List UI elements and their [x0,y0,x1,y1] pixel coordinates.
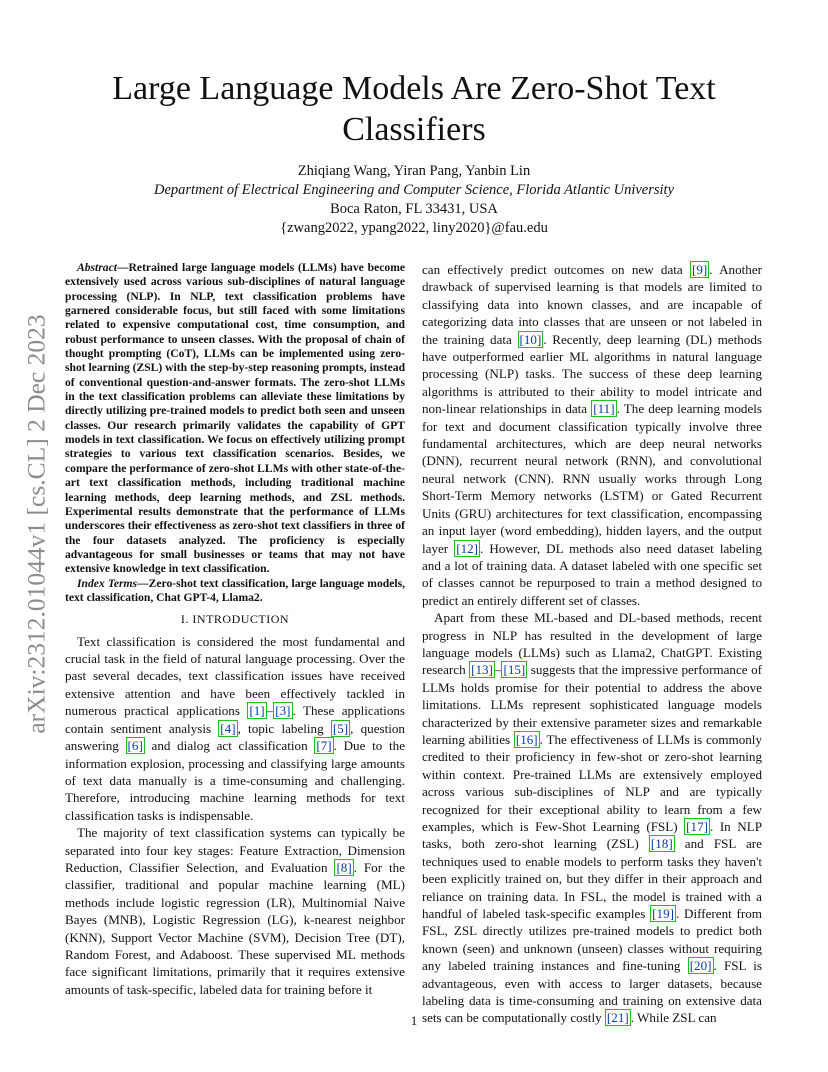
citation-link[interactable]: [18] [650,836,673,852]
citation-link[interactable]: [20] [689,958,712,974]
index-terms-text: —Zero-shot text classification, large language models, text classification, Chat GPT-4, Llama2. [65,576,405,604]
intro-paragraph-2-continued: can effectively predict outcomes on new data [9] . Another drawback of supervised learning is that models are limited to classifying data into known classes, and are incapable of categorizing data into classes that are unseen or not labeled in the training data [10] . Recently, deep learning (DL) methods have outperformed earlier ML algorithms in natural language processing (NLP) tasks. The success of these deep learning algorithms is attributed to their ability to model intricate and non-linear relationships in data [11] . The deep learning models for text and document classification typically involve three fundamental architectures, which are deep neural networks (DNN), recurrent neural network (RNN), and convolutional neural network (CNN). RNN usually works through Long Short-Term Memory networks (LSTM) or Gated Recurrent Units (GRU) architectures for text classification, encompassing an input layer (word embedding), hidden layers, and the output layer [12] . However, DL methods also need dataset labeling and a lot of training data. A dataset labeled with one specific set of classes cannot be repurposed to train a method designed to predict an entirely different set of classes. [422,262,762,608]
arxiv-identifier: arXiv:2312.01044v1 [cs.CL] 2 Dec 2023 [22,314,52,734]
left-column [65,261,405,998]
citation-link[interactable]: [9] [692,262,708,277]
intro-paragraph-1: Text classification is considered the most fundamental and crucial task in the field of natural language processing. Over the past several decades, text classification issues have received extensive attention and have been effectively tackled in numerous practical applications [1] – [3] . These applications contain sentiment analysis [4] , topic labeling [5] , question answering [6] and dialog act classification [7] . Due to the information explosion, processing and classifying large amounts of text data manually is a time-consuming and challenging. Therefore, introducing machine learning methods for text classification tasks is indispensable. [65,633,406,823]
intro-paragraph-2: The majority of text classification systems can typically be separated into four key stages: Feature Extraction, Dimension Reduction, Classifier Selection, and Evaluation [8] . For the classifier, traditional and popular machine learning (ML) methods include logistic regression (LR), Multinomial Naive Bayes (MNB), Logistic Regression (LG), k-nearest neighbor (KNN), Support Vector Machine (SVM), Decision Tree (DT), Random Forest, and Adaboost. These supervised ML methods face significant limitations, primarily that it requires extensive amounts of task-specific, labeled data for training before it [65,825,405,997]
index-terms [65,577,405,606]
abstract-label: Abstract [77,261,117,274]
section-heading-introduction: I. INTRODUCTION [180,612,290,627]
citation-link[interactable]: [19] [652,906,674,922]
author-names: Zhiqiang Wang, Yiran Pang, Yanbin Lin [297,163,531,179]
citation-link[interactable]: [10] [519,331,542,347]
abstract-text: —Retrained large language models (LLMs) have become extensively used across various sub-disciplines of natural language processing (NLP). In NLP, text classification problems have garnered considerable focus, but still faced with some limitations related to expensive computational cost, time consumption, and robust performance to unseen classes. With the proposal of chain of thought prompting (CoT), LLMs can be implemented using zero-shot learning (ZSL) with the step-by-step reasoning prompts, instead of conventional question-and-answer formats. The zero-shot LLMs in the text classification problems can alleviate these limitations by directly utilizing pre-trained models to predict both seen and unseen classes. Our research primarily validates the capability of GPT models in text classification. We focus on effectively utilizing prompt strategies to various text classification scenarios. Besides, we compare the performance of zero-shot LLMs with other state-of-the-art text classification methods, including traditional machine learning methods, deep learning methods, and ZSL methods. Experimental results demonstrate that the performance of LLMs underscores their effectiveness as zero-shot text classifiers in three of the four datasets analyzed. The proficiency is especially advantageous for small businesses or teams that may not have extensive knowledge in text classification. [65,261,406,576]
abstract [65,261,405,577]
citation-link[interactable]: [13] [471,662,493,678]
citation-link[interactable]: [12] [456,540,479,556]
citation-link[interactable]: [6] [127,738,143,754]
citation-link[interactable]: [8] [336,859,352,875]
author-block [90,162,738,238]
citation-link[interactable]: [15] [503,662,526,678]
intro-paragraph-3: Apart from these ML-based and DL-based methods, recent progress in NLP has resulted in the development of large language models (LLMs) such as Llama2, ChatGPT. Existing research [13] – [15] suggests that the impressive performance of LLMs holds promise for their potential to address the above limitations. LLMs represent sophisticated language models characterized by their extensive parameter sizes and remarkable learning abilities [16] . The effectiveness of LLMs is commonly credited to their proficiency in few-shot or zero-shot learning within context. Pre-trained LLMs are extensively employed across various sub-disciplines of NLP and are typically recognized for their exceptional ability to learn from a few examples, which is Few-Shot Learning (FSL) [17] . In NLP tasks, both zero-shot learning (ZSL) [18] and FSL are techniques used to enable models to perform tasks they haven't been explicitly trained on, but they differ in their approach and reliance on training data. In FSL, the model is trained with a handful of labeled task-specific examples [19] . Different from FSL, ZSL directly utilizes pre-trained models to predict both known (seen) and unknown (unseen) classes without requiring any labeled training instances and fine-tuning [20] . FSL is advantageous, even with access to larger datasets, because labeling data is time-consuming and training on extensive data sets can be computationally costly [21] . While ZSL can [422,610,762,1026]
page-number: 1 [410,1013,418,1028]
emails: {zwang2022, ypang2022, liny2020}@fau.edu [280,220,548,236]
citation-link[interactable]: [3] [275,703,291,719]
right-column [422,261,762,1027]
location: Boca Raton, FL 33431, USA [330,201,498,217]
citation-link[interactable]: [4] [220,720,236,736]
citation-link[interactable]: [16] [515,731,538,747]
affiliation: Department of Electrical Engineering and Computer Science, Florida Atlantic University [153,182,675,198]
paper-title: Large Language Models Are Zero-Shot Text Classifiers [112,70,716,148]
citation-link[interactable]: [1] [249,703,265,719]
citation-link[interactable]: [17] [686,819,708,834]
citation-link[interactable]: [11] [593,401,615,417]
arxiv-side-stamp [22,294,52,754]
citation-link[interactable]: [21] [606,1010,629,1026]
citation-link[interactable]: [5] [332,720,349,736]
citation-link[interactable]: [7] [316,738,332,754]
index-terms-label: Index Terms [77,576,138,590]
